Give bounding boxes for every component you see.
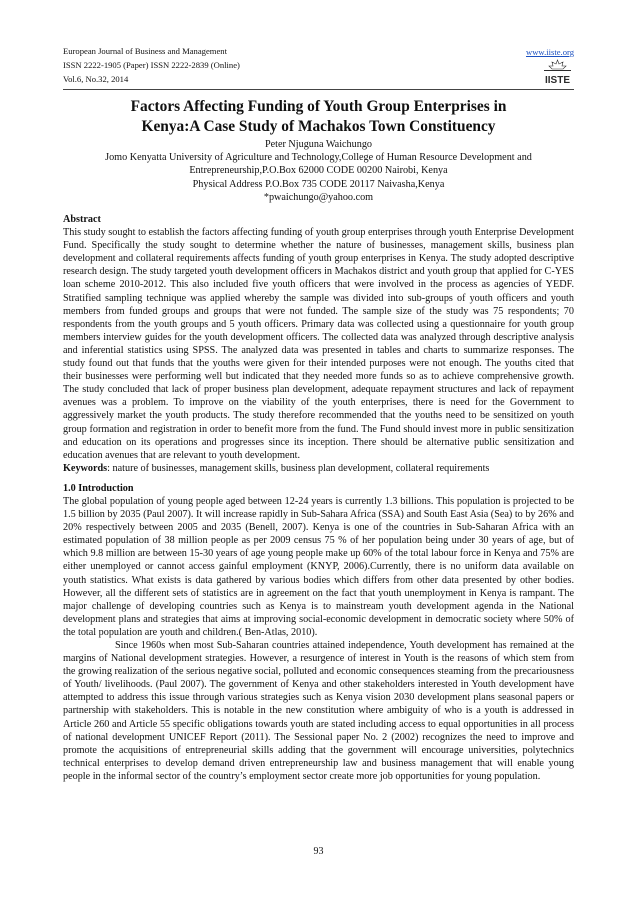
author-address: Physical Address P.O.Box 735 CODE 20117 Naivasha,Kenya: [192, 178, 445, 190]
keywords-text: : nature of businesses, management skills, business plan development, collateral requirements: [107, 462, 490, 474]
abstract-heading: Abstract: [63, 214, 101, 225]
intro-heading: 1.0 Introduction: [63, 482, 134, 494]
page-number: 93: [313, 846, 324, 857]
title-line-1: Factors Affecting Funding of Youth Group Enterprises in: [130, 98, 507, 115]
issn-line: ISSN 2222-1905 (Paper) ISSN 2222-2839 (Online): [63, 60, 240, 70]
paper-body: [63, 213, 574, 783]
journal-url-link[interactable]: www.iiste.org: [526, 47, 574, 57]
header-rule: [63, 89, 574, 90]
intro-paragraph-2: Since 1960s when most Sub-Saharan countries attained independence, Youth development has remained at the margins of National development strategies. However, a resurgence of interest in Youth is the reasons of which stem from the growing realization of the serious negative social, polluted and economic consequences steaming from the precariousness of Youth/ livelihoods. (Paul 2007). The government of Kenya and other stakeholders interested in Youth development have attempted to address this issue through various strategies such as Kenya vision 2030 development plans seasonal papers or partnership with stakeholders. This is notable in the new constitution where ambiguity of who is a youth is addressed in Article 260 and Article 55 specific obligations towards youth are stated including access to equal opportunities in all process of national development UNICEF Report (2011). The Sessional paper No. 2 (2002) recognizes the need to improve and promote the acquisitions of entrepreneurial skills adding that the government will encourage universities, polytechnics technical enterprises to develop demand driven entrepreneurship law and business management that will enable young people in the informal sector of the country’s employment sector create more job opportunities for young population.: [63, 640, 574, 782]
author-affiliation-1: Jomo Kenyatta University of Agriculture and Technology,College of Human Resource Development and: [105, 152, 532, 164]
keywords-label: Keywords: [63, 462, 108, 474]
author-affiliation-2: Entrepreneurship,P.O.Box 62000 CODE 00200 Nairobi, Kenya: [189, 165, 448, 177]
paper-title: [63, 97, 574, 137]
author-name: Peter Njuguna Waichungo: [264, 139, 373, 150]
volume-line: Vol.6, No.32, 2014: [63, 74, 129, 84]
journal-name: European Journal of Business and Management: [63, 46, 227, 56]
intro-paragraph-1: The global population of young people aged between 12-24 years is currently 1.3 billions. This population is projected to be 1.5 billion by 2035 (Paul 2007). It will increase rapidly in Sub-Sahara Africa (SSA) and South East Asia (Sea) to by 26% and 20% respectively between 2005 and 2035 (Benell, 2007). Kenya is one of the countries in Sub-Saharan Africa with an estimated population of 38 million people as per 2009 census 75 % of her population being under 30 years of age, but of which 9.8 million are between 15-30 years of age young people make up 60% of the total labour force in Kenya and 75% are either unemployed or cannot access gainful employment (KNYP, 2006).Currently, there is no uniform data available on youth statistics. What exists is data gathered by various bodies which differs from other data presented by other bodies. However, all the different sets of statistics are in agreement on the fact that youth unemployment in Kenya is rampant. The major challenge of developing countries such as Kenya is to mainstream youth development agenda in the National development plans and strategies that aims at improving social-economic development in democratic society where 50% of the total population are youth and children.( Ben-Atlas, 2010).: [63, 495, 574, 638]
author-email: *pwaichungo@yahoo.com: [263, 191, 374, 203]
iiste-logo: [541, 58, 574, 88]
abstract-text: This study sought to establish the factors affecting funding of youth group enterprises through youth Enterprise Development Fund. Specifically the study sought to determine whether the nature of businesses, management skills, business plan development and collateral requirements affects funding of youth group enterprises in Kenya. The study adopted descriptive research design. The study targeted youth development officers in Machakos district and youth group that applied for C-YES loan scheme 2010-2012. This also included five youth officers that were involved in the process as agencies of YEDF. Stratified sampling technique was applied whereby the sample was divided into sub-groups of youth officers and youth members from funded groups and groups that were not funded. The sample size of the study was 75 respondents; 70 respondents from the youth groups and 5 youth officers. Primary data was collected using a questionnaire for youth group members interview guides for the youth development officers. The collected data was analyzed through descriptive analysis and inferential statistics using SPSS. The analyzed data was presented in tables and charts to summarize responses. The study found out that funds that the youths were given for their intended purposes were not enough. The youths cited that their businesses were performing well but indicated that they needed more funds so as to achieve comprehensive growth. The study concluded that lack of proper business plan development, adequate repayment structures and lack of repayment avenues was a problem. To improve on the viability of the youth enterprises, there is need for the Government to aggressively market the youth products. The study therefore recommended that the youths need to be sensitized on youth group formation and registration in order to benefit more from the fund. The Fund should invest more in public sensitization and education on its operations and progresses since its inception. There should be alternative public sensitization and education avenues that are relevant to youth development.: [63, 227, 574, 461]
keywords-line: [63, 462, 574, 475]
svg-text:IISTE: IISTE: [544, 75, 571, 86]
author-block: [63, 138, 574, 204]
title-line-2: Kenya:A Case Study of Machakos Town Constituency: [141, 118, 496, 135]
